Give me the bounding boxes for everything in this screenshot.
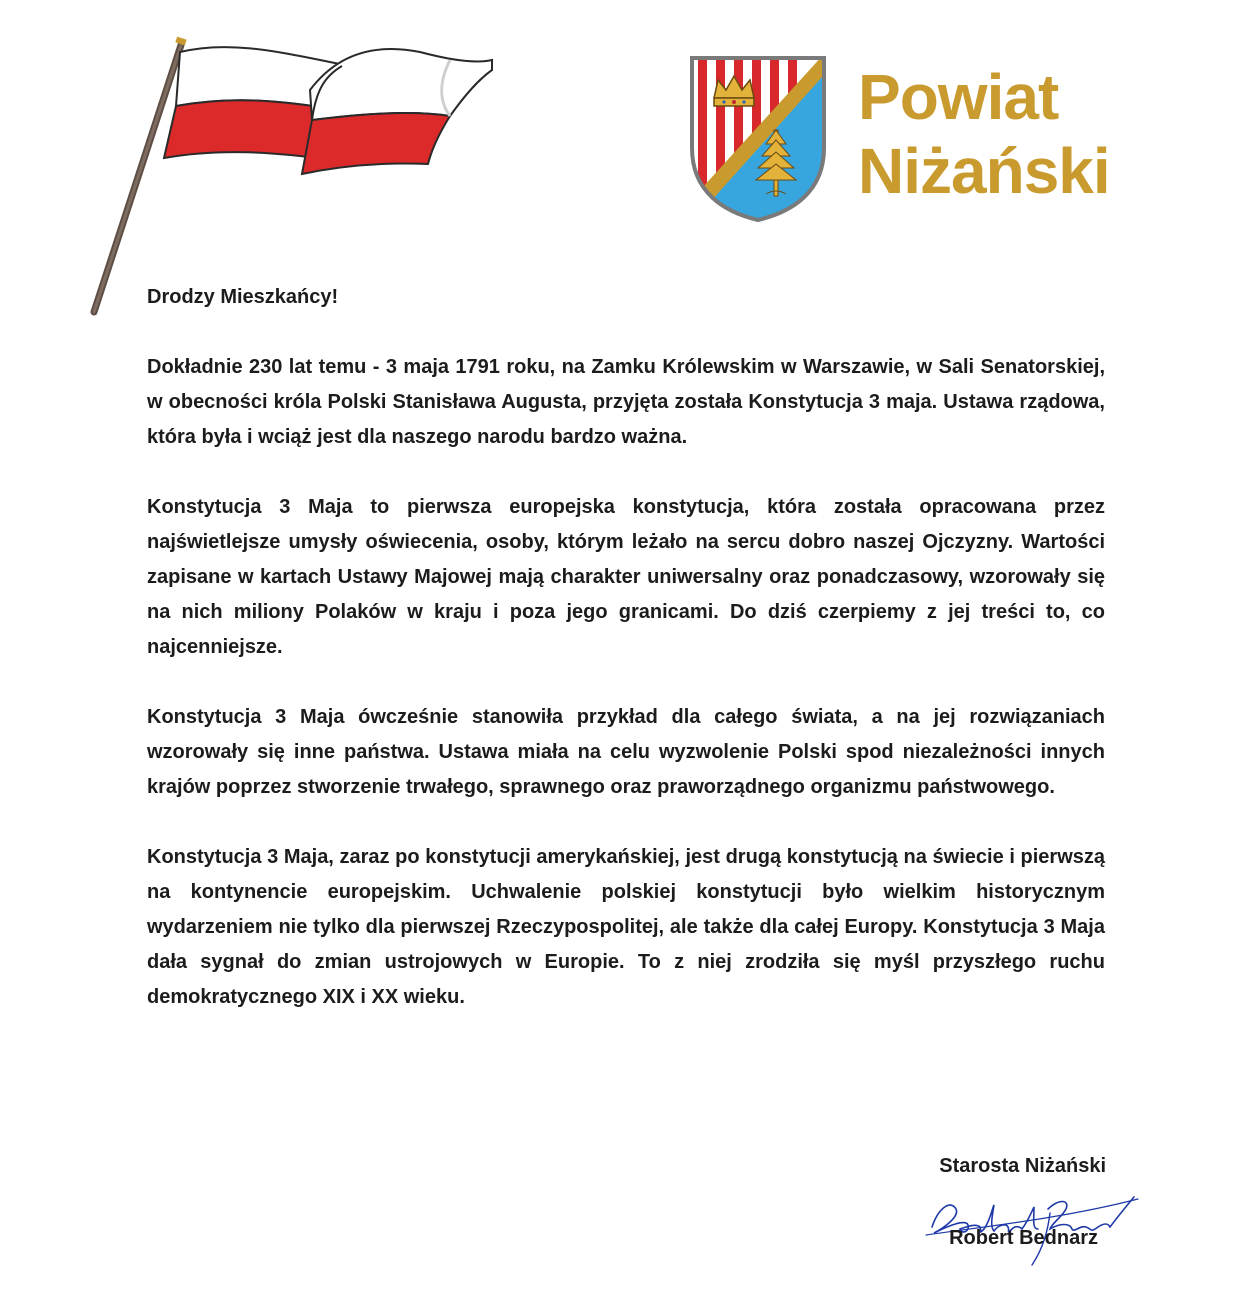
letter-greeting: Drodzy Mieszkańcy! <box>147 286 339 308</box>
letter-paragraph: Dokładnie 230 lat temu - 3 maja 1791 roku, na Zamku Królewskim w Warszawie, w Sali Senatorskiej, w obecności króla Polski Stanisława Augusta, przyjęta została Konstytucja 3 maja. Ustawa rządowa, która była i wciąż jest dla naszego narodu bardzo ważna. <box>147 356 1105 448</box>
signature-block <box>880 1155 1106 1265</box>
handwritten-signature-icon <box>920 1169 1140 1269</box>
brand-line-1: Powiat <box>858 61 1059 133</box>
signatory-name: Robert Bednarz <box>949 1227 1098 1249</box>
letter-paragraph: Konstytucja 3 Maja, zaraz po konstytucji amerykańskiej, jest drugą konstytucją na świecie i pierwszą na kontynencie europejskim. Uchwalenie polskiej konstytucji było wielkim historycznym wydarzeniem nie tylko dla pierwszej Rzeczypospolitej, ale także dla całej Europy. Konstytucja 3 Maja dała sygnał do zmian ustrojowych w Europie. To z niej zrodziła się myśl przyszłego ruchu demokratycznego XIX i XX wieku. <box>147 846 1105 1008</box>
brand-line-2: Niżański <box>858 135 1110 207</box>
coat-of-arms-icon <box>684 52 832 222</box>
letter-body <box>147 280 1105 1050</box>
signatory-title: Starosta Niżański <box>939 1155 1106 1177</box>
brand-title <box>858 60 1110 208</box>
letter-paragraph: Konstytucja 3 Maja ówcześnie stanowiła przykład dla całego świata, a na jej rozwiązaniach wzorowały się inne państwa. Ustawa miała na celu wyzwolenie Polski spod niezależności innych krajów poprzez stworzenie trwałego, sprawnego oraz praworządnego organizmu państwowego. <box>147 706 1105 798</box>
letter-paragraph: Konstytucja 3 Maja to pierwsza europejska konstytucja, która została opracowana przez najświetlejsze umysły oświecenia, osoby, którym leżało na sercu dobro naszej Ojczyzny. Wartości zapisane w kartach Ustawy Majowej mają charakter uniwersalny oraz ponadczasowy, wzorowały się na nich miliony Polaków w kraju i poza jego granicami. Do dziś czerpiemy z jej treści to, co najcenniejsze. <box>147 496 1105 658</box>
